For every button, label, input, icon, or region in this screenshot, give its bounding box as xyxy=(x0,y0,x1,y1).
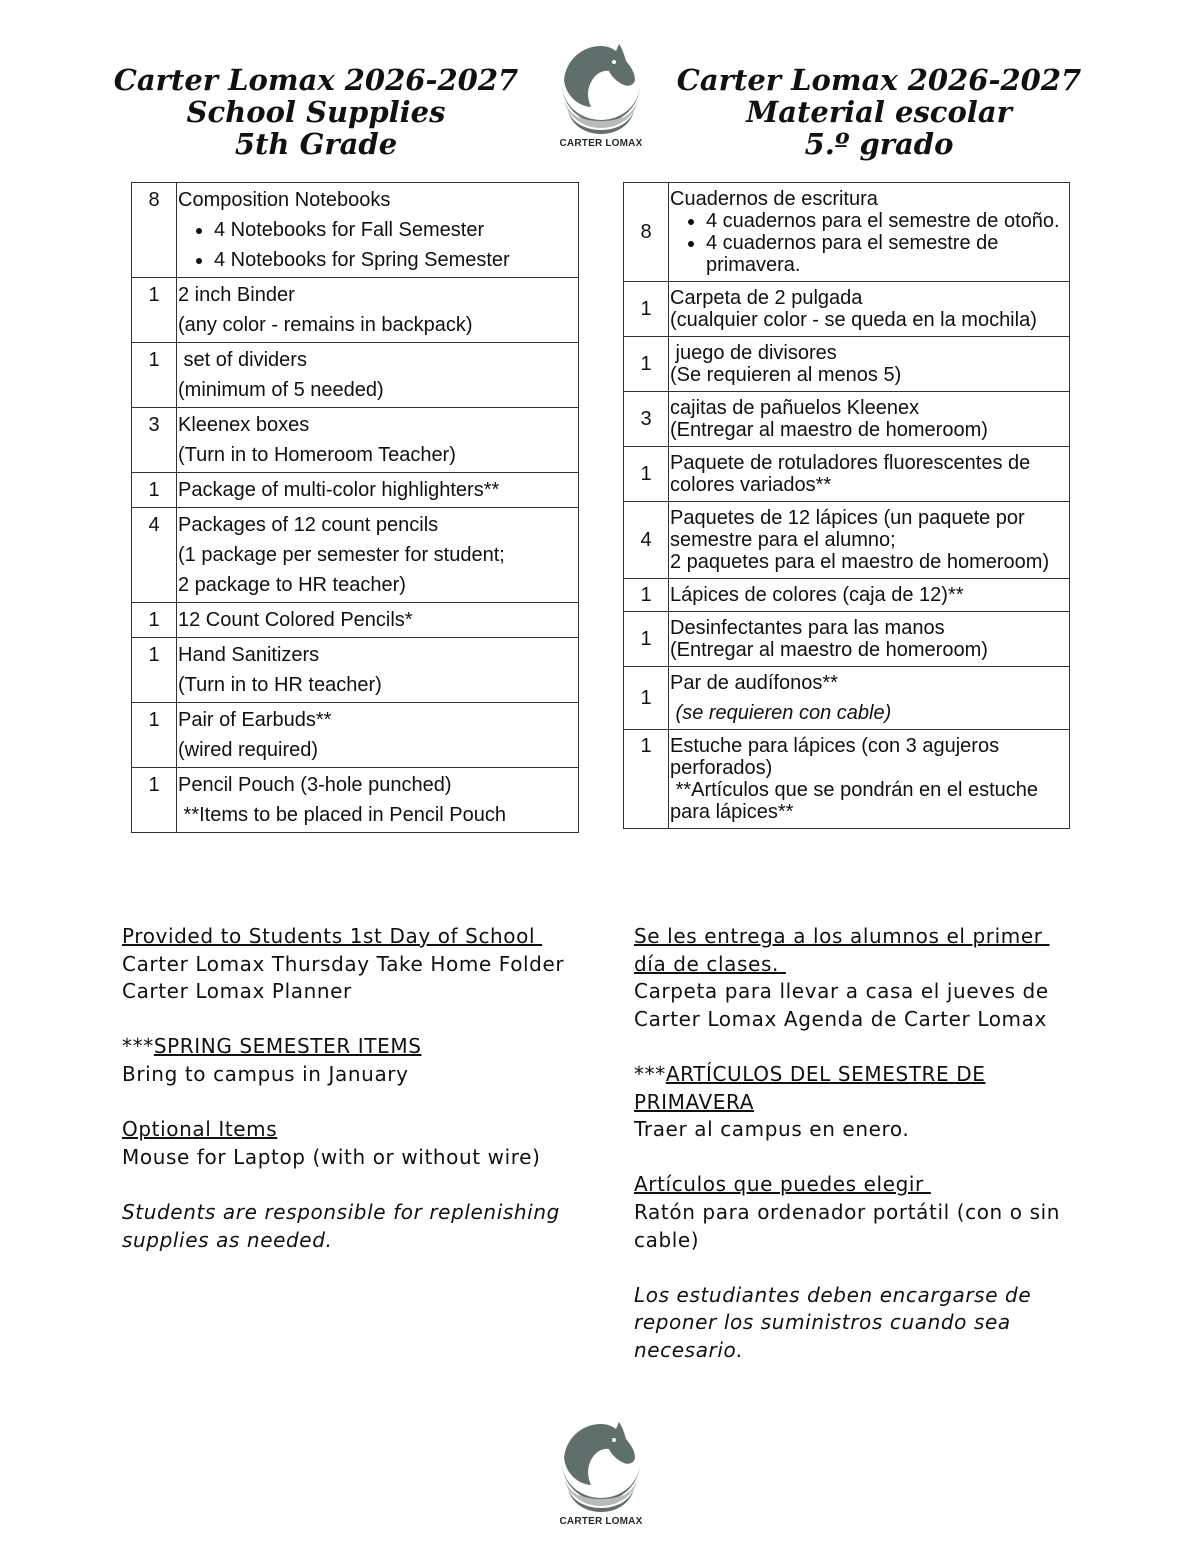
responsibility-note: Los estudiantes deben encargarse de reponer los suministros cuando sea necesario. xyxy=(634,1282,1032,1362)
item-text: Hand Sanitizers xyxy=(178,644,320,666)
quantity-cell: 1 xyxy=(132,768,177,833)
quantity-cell: 8 xyxy=(624,183,669,282)
table-row xyxy=(132,703,579,768)
quantity-cell: 8 xyxy=(132,183,177,278)
provided-text: Carpeta para llevar a casa el jueves de Carter Lomax Agenda de Carter Lomax xyxy=(634,979,1049,1031)
item-text: (Turn in to Homeroom Teacher) xyxy=(178,444,456,466)
table-row xyxy=(624,447,1070,502)
item-text: Paquetes de 12 lápices (un paquete por semestre para el alumno; xyxy=(670,507,1025,551)
quantity-cell: 1 xyxy=(624,730,669,829)
item-text: Lápices de colores (caja de 12)** xyxy=(670,584,964,606)
spring-heading-text: ARTÍCULOS DEL SEMESTRE DE PRIMAVERA xyxy=(634,1061,986,1114)
item-text: cajitas de pañuelos Kleenex xyxy=(670,397,920,419)
item-cell xyxy=(669,183,1070,282)
optional-text: Mouse for Laptop (with or without wire) xyxy=(122,1144,541,1169)
item-text: (Entregar al maestro de homeroom) xyxy=(670,639,988,661)
title-line: School Supplies xyxy=(186,95,446,129)
item-cell xyxy=(669,392,1070,447)
supplies-table-spanish xyxy=(623,182,1070,829)
table-row xyxy=(132,278,579,343)
quantity-cell: 1 xyxy=(132,703,177,768)
optional-text: Ratón para ordenador portátil (con o sin cable) xyxy=(634,1199,1061,1252)
item-text: set of dividers xyxy=(178,349,307,371)
item-text: (1 package per semester for student; xyxy=(178,544,505,566)
table-row xyxy=(624,579,1070,612)
list-item: • 4 Notebooks for Spring Semester xyxy=(214,245,578,275)
item-cell xyxy=(177,508,579,603)
title-line: 5.º grado xyxy=(804,127,954,161)
horse-head-icon xyxy=(556,1418,646,1514)
table-row xyxy=(624,183,1070,282)
quantity-cell: 1 xyxy=(132,603,177,638)
quantity-cell: 1 xyxy=(624,337,669,392)
item-cell xyxy=(177,603,579,638)
item-text: Package of multi-color highlighters** xyxy=(178,479,500,501)
item-text: 2 paquetes para el maestro de homeroom) xyxy=(670,551,1050,573)
notes-spanish xyxy=(634,923,1074,1365)
item-text: 12 Count Colored Pencils* xyxy=(178,609,413,631)
supplies-table-english xyxy=(131,182,579,833)
item-cell xyxy=(177,703,579,768)
quantity-cell: 1 xyxy=(624,447,669,502)
provided-item: Carter Lomax Thursday Take Home Folder xyxy=(122,951,565,976)
optional-heading: Optional Items xyxy=(122,1117,278,1142)
spring-heading xyxy=(122,1033,572,1061)
item-text: Packages of 12 count pencils xyxy=(178,514,439,536)
quantity-cell: 3 xyxy=(624,392,669,447)
table-row xyxy=(132,638,579,703)
item-cell xyxy=(177,278,579,343)
item-text: Pencil Pouch (3-hole punched) xyxy=(178,774,452,796)
table-row xyxy=(132,343,579,408)
item-text: (minimum of 5 needed) xyxy=(178,379,384,401)
table-row xyxy=(132,603,579,638)
item-text: (wired required) xyxy=(178,739,319,761)
item-text: Pair of Earbuds** xyxy=(178,709,332,731)
item-cell xyxy=(669,337,1070,392)
list-item: • 4 cuadernos para el semestre de otoño. xyxy=(706,210,1067,232)
bullet-list xyxy=(670,210,1067,276)
spring-prefix: *** xyxy=(122,1034,154,1059)
table-row xyxy=(624,612,1070,667)
item-text: Cuadernos de escritura xyxy=(670,188,878,210)
title-spanish xyxy=(669,64,1089,160)
list-item: • 4 Notebooks for Fall Semester xyxy=(214,215,578,245)
item-cell xyxy=(669,612,1070,667)
item-text: 2 inch Binder xyxy=(178,284,295,306)
item-cell xyxy=(177,343,579,408)
list-item: • 4 cuadernos para el semestre de primavera. xyxy=(706,232,1067,276)
quantity-cell: 1 xyxy=(132,343,177,408)
item-cell xyxy=(177,473,579,508)
quantity-cell: 4 xyxy=(624,502,669,579)
responsibility-note: Students are responsible for replenishing supplies as needed. xyxy=(122,1199,560,1252)
bullet-list xyxy=(178,215,578,275)
school-logo xyxy=(553,40,649,149)
logo-text: CARTER LOMAX xyxy=(559,1516,643,1527)
optional-heading: Artículos que puedes elegir xyxy=(634,1172,931,1197)
table-row xyxy=(624,392,1070,447)
table-row xyxy=(132,183,579,278)
item-text: Par de audífonos** xyxy=(670,672,838,694)
item-cell xyxy=(177,768,579,833)
item-text: Composition Notebooks xyxy=(178,189,391,211)
spring-text: Bring to campus in January xyxy=(122,1061,409,1086)
spring-heading xyxy=(634,1061,1074,1116)
table-row xyxy=(132,473,579,508)
table-row xyxy=(132,508,579,603)
table-row xyxy=(624,282,1070,337)
item-cell xyxy=(177,183,579,278)
item-cell xyxy=(669,579,1070,612)
title-line: Carter Lomax 2026-2027 xyxy=(113,63,519,97)
item-cell xyxy=(669,447,1070,502)
item-text: 2 package to HR teacher) xyxy=(178,574,406,596)
school-logo xyxy=(553,1418,649,1527)
quantity-cell: 1 xyxy=(132,638,177,703)
item-text: Kleenex boxes xyxy=(178,414,310,436)
item-text: (Turn in to HR teacher) xyxy=(178,674,382,696)
horse-head-icon xyxy=(556,40,646,136)
table-row xyxy=(132,768,579,833)
item-cell xyxy=(669,282,1070,337)
item-cell xyxy=(669,502,1070,579)
spring-text: Traer al campus en enero. xyxy=(634,1117,910,1142)
quantity-cell: 3 xyxy=(132,408,177,473)
quantity-cell: 1 xyxy=(624,667,669,730)
item-text: (Se requieren al menos 5) xyxy=(670,364,902,386)
notes-english xyxy=(122,923,572,1254)
provided-heading: Provided to Students 1st Day of School xyxy=(122,924,543,948)
item-text: (any color - remains in backpack) xyxy=(178,314,473,336)
item-text: (Entregar al maestro de homeroom) xyxy=(670,419,988,441)
spring-prefix: *** xyxy=(634,1061,666,1086)
item-text: Carpeta de 2 pulgada xyxy=(670,287,863,309)
quantity-cell: 4 xyxy=(132,508,177,603)
table-row xyxy=(624,730,1070,829)
item-text: Estuche para lápices (con 3 agujeros perforados) xyxy=(670,735,1000,779)
provided-item: Carter Lomax Planner xyxy=(122,979,352,1004)
item-cell xyxy=(177,638,579,703)
item-text: (cualquier color - se queda en la mochila) xyxy=(670,309,1037,331)
spring-heading-text: SPRING SEMESTER ITEMS xyxy=(153,1034,422,1059)
table-row xyxy=(624,667,1070,730)
item-text: juego de divisores xyxy=(670,342,837,364)
provided-heading: Se les entrega a los alumnos el primer día de clases. xyxy=(634,924,1050,976)
quantity-cell: 1 xyxy=(132,473,177,508)
item-text: (se requieren con cable) xyxy=(670,702,892,724)
quantity-cell: 1 xyxy=(624,579,669,612)
title-line: Carter Lomax 2026-2027 xyxy=(676,63,1082,97)
table-row xyxy=(624,337,1070,392)
logo-text: CARTER LOMAX xyxy=(559,138,643,149)
quantity-cell: 1 xyxy=(132,278,177,343)
title-line: Material escolar xyxy=(746,95,1012,129)
table-row xyxy=(624,502,1070,579)
table-row xyxy=(132,408,579,473)
quantity-cell: 1 xyxy=(624,282,669,337)
item-cell xyxy=(177,408,579,473)
title-english xyxy=(106,64,526,160)
quantity-cell: 1 xyxy=(624,612,669,667)
item-text: **Items to be placed in Pencil Pouch xyxy=(178,804,506,826)
item-cell xyxy=(669,730,1070,829)
title-line: 5th Grade xyxy=(234,127,398,161)
item-text: **Artículos que se pondrán en el estuche para lápices** xyxy=(670,779,1044,823)
item-text: Paquete de rotuladores fluorescentes de colores variados** xyxy=(670,452,1031,496)
item-cell xyxy=(669,667,1070,730)
item-text: Desinfectantes para las manos xyxy=(670,617,945,639)
